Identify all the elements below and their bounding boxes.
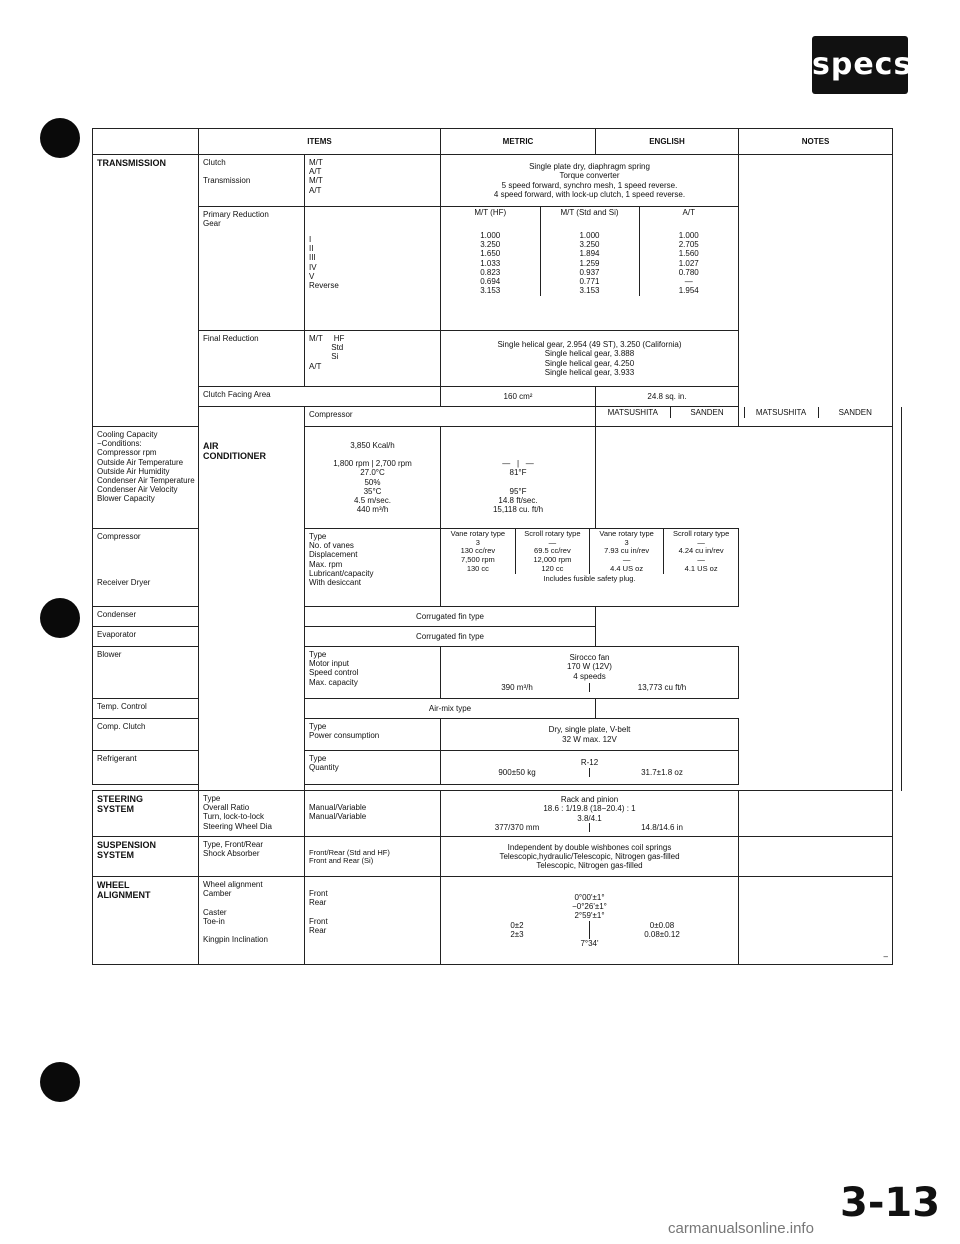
toe-in-english: 0±0.08 0.08±0.12	[589, 921, 734, 939]
brand-2: SANDEN	[670, 407, 744, 418]
comp-clutch-value: Dry, single plate, V-belt 32 W max. 12V	[441, 719, 739, 751]
blower-items: Type Motor input Speed control Max. capacity	[305, 647, 441, 699]
steering-spec-text: Rack and pinion 18.6 : 1/19.8 (18−20.4) : 1 3.8/4.1	[543, 795, 636, 823]
ratios-at: 1.000 2.705 1.560 1.027 0.780 — 1.954	[639, 223, 738, 296]
clutch-area-metric: 160 cm²	[441, 387, 596, 407]
clutch-transmission-codes: M/T A/T M/T A/T	[305, 155, 441, 207]
refrigerant-label: Refrigerant	[93, 751, 199, 785]
camber-caster-values: 0°00'±1° −0°26'±1° 2°59'±1°	[572, 892, 607, 921]
header-items: ITEMS	[199, 129, 441, 155]
clutch-area-label: Clutch Facing Area	[199, 387, 441, 407]
notes-suspension	[739, 837, 893, 877]
steering-codes: Manual/Variable Manual/Variable	[305, 791, 441, 837]
refrigerant-type: R-12	[580, 758, 599, 768]
brand-3: MATSUSHITA	[744, 407, 818, 418]
header-notes: NOTES	[739, 129, 893, 155]
ratio-header-mt-std: M/T (Std and Si)	[540, 207, 639, 223]
steering-labels: Type Overall Ratio Turn, lock-to-lock Steering Wheel Dia	[199, 791, 305, 837]
steering-wheel-metric: 377/370 mm	[494, 822, 540, 832]
binder-hole-middle	[40, 598, 80, 638]
primary-reduction-label: Primary Reduction Gear	[199, 207, 305, 331]
comp-col-2: Scroll rotary type — 69.5 cc/rev 12,000 rpm 120 cc	[515, 529, 589, 574]
steering-wheel-english: 14.8/14.6 in	[589, 823, 734, 832]
refrigerant-metric: 900±50 kg	[498, 767, 536, 777]
footer-watermark: carmanualsonline.info	[668, 1220, 814, 1237]
comp-clutch-items: Type Power consumption	[305, 719, 441, 751]
ratio-header-mt-hf: M/T (HF)	[474, 208, 507, 217]
page-number: 3-13	[840, 1180, 941, 1226]
clutch-transmission-values: Single plate dry, diaphragm spring Torque converter 5 speed forward, synchro mesh, 1 speed reverse. 4 speed forward, with lock-up clutch, 1 speed reverse.	[441, 155, 739, 207]
blower-english: 13,773 cu ft/h	[589, 683, 734, 692]
suspension-values: Independent by double wishbones coil springs Telescopic,hydraulic/Telescopic, Nitrogen gas-filled Telescopic, Nitrogen gas-filled	[441, 837, 739, 877]
wheel-labels: Wheel alignment Camber Caster Toe-in Kingpin Inclination	[199, 877, 305, 965]
gear-list: I II III IV V Reverse	[305, 207, 441, 331]
compressor-dryer-labels: Compressor Receiver Dryer	[93, 529, 199, 607]
comp-col-3: Vane rotary type 3 7.93 cu in/rev — 4.4 US oz	[590, 529, 664, 574]
fusible-plug-note: Includes fusible safety plug.	[543, 574, 636, 584]
blower-metric: 390 m³/h	[501, 682, 533, 692]
specifications-table	[92, 128, 902, 965]
temp-control-value: Air-mix type	[305, 699, 596, 719]
blower-label: Blower	[93, 647, 199, 699]
notes-wheel: –	[739, 877, 893, 965]
comp-clutch-label: Comp. Clutch	[93, 719, 199, 751]
section-air-conditioner: AIR CONDITIONER	[199, 407, 305, 791]
kingpin-value: 7°34'	[580, 938, 599, 948]
clutch-area-english: 24.8 sq. in.	[596, 387, 739, 407]
cooling-capacity-labels: Cooling Capacity −Conditions: Compressor rpm Outside Air Temperature Outside Air Humidity Condenser Air Temperature Condenser Air Velocity Blower Capacity	[93, 427, 305, 529]
section-wheel-alignment: WHEEL ALIGNMENT	[93, 877, 199, 965]
final-reduction-values: Single helical gear, 2.954 (49 ST), 3.250 (California) Single helical gear, 3.888 Single helical gear, 4.250 Single helical gear, 3.933	[441, 331, 739, 387]
evaporator-label: Evaporator	[93, 627, 305, 647]
section-suspension: SUSPENSION SYSTEM	[93, 837, 199, 877]
blower-spec-text: Sirocco fan 170 W (12V) 4 speeds	[567, 653, 612, 681]
refrigerant-values	[441, 751, 739, 785]
ratio-header-at: A/T	[639, 207, 738, 223]
blower-values	[441, 647, 739, 699]
header-metric: METRIC	[441, 129, 596, 155]
final-reduction-label: Final Reduction	[199, 331, 305, 387]
compressor-items: Type No. of vanes Displacement Max. rpm Lubricant/capacity With desiccant	[305, 529, 441, 607]
ratios-mt-hf: 1.000 3.250 1.650 1.033 0.823 0.694 3.153	[480, 231, 501, 296]
evaporator-value: Corrugated fin type	[305, 627, 596, 647]
gear-ratio-block	[441, 207, 739, 331]
wheel-values	[441, 877, 739, 965]
steering-values	[441, 791, 739, 837]
notes-steering	[739, 791, 893, 837]
refrigerant-items: Type Quantity	[305, 751, 441, 785]
notes-transmission	[739, 155, 893, 427]
binder-hole-top	[40, 118, 80, 158]
refrigerant-english: 31.7±1.8 oz	[589, 768, 734, 777]
section-transmission: TRANSMISSION	[93, 155, 199, 427]
condenser-value: Corrugated fin type	[305, 607, 596, 627]
final-reduction-codes: M/T HF Std Si A/T	[305, 331, 441, 387]
temp-control-label: Temp. Control	[93, 699, 305, 719]
header-english: ENGLISH	[596, 129, 739, 155]
cooling-capacity-metric: 3,850 Kcal/h 1,800 rpm | 2,700 rpm 27.0°C 50% 35°C 4.5 m/sec. 440 m³/h	[305, 427, 441, 529]
suspension-codes: Front/Rear (Std and HF) Front and Rear (Si)	[305, 837, 441, 877]
specs-badge: specs	[812, 36, 908, 94]
clutch-transmission-labels: Clutch Transmission	[199, 155, 305, 207]
comp-col-4: Scroll rotary type — 4.24 cu in/rev — 4.1 US oz	[664, 529, 738, 574]
section-steering: STEERING SYSTEM	[93, 791, 199, 837]
comp-col-1: Vane rotary type 3 130 cc/rev 7,500 rpm 130 cc	[450, 529, 506, 573]
brand-1: MATSUSHITA	[607, 408, 658, 417]
ratios-mt-std: 1.000 3.250 1.894 1.259 0.937 0.771 3.153	[540, 223, 639, 296]
compressor-specs	[441, 529, 739, 607]
compressor-brands	[596, 407, 893, 427]
binder-hole-bottom	[40, 1062, 80, 1102]
notes-aircon	[893, 407, 902, 791]
cooling-capacity-english: — | — 81°F 95°F 14.8 ft/sec. 15,118 cu. ft/h	[441, 427, 596, 529]
compressor-label: Compressor	[305, 407, 596, 427]
suspension-labels: Type, Front/Rear Shock Absorber	[199, 837, 305, 877]
wheel-codes: Front Rear Front Rear	[305, 877, 441, 965]
toe-in-metric: 0±2 2±3	[510, 920, 524, 939]
brand-4: SANDEN	[818, 407, 892, 418]
condenser-label: Condenser	[93, 607, 305, 627]
